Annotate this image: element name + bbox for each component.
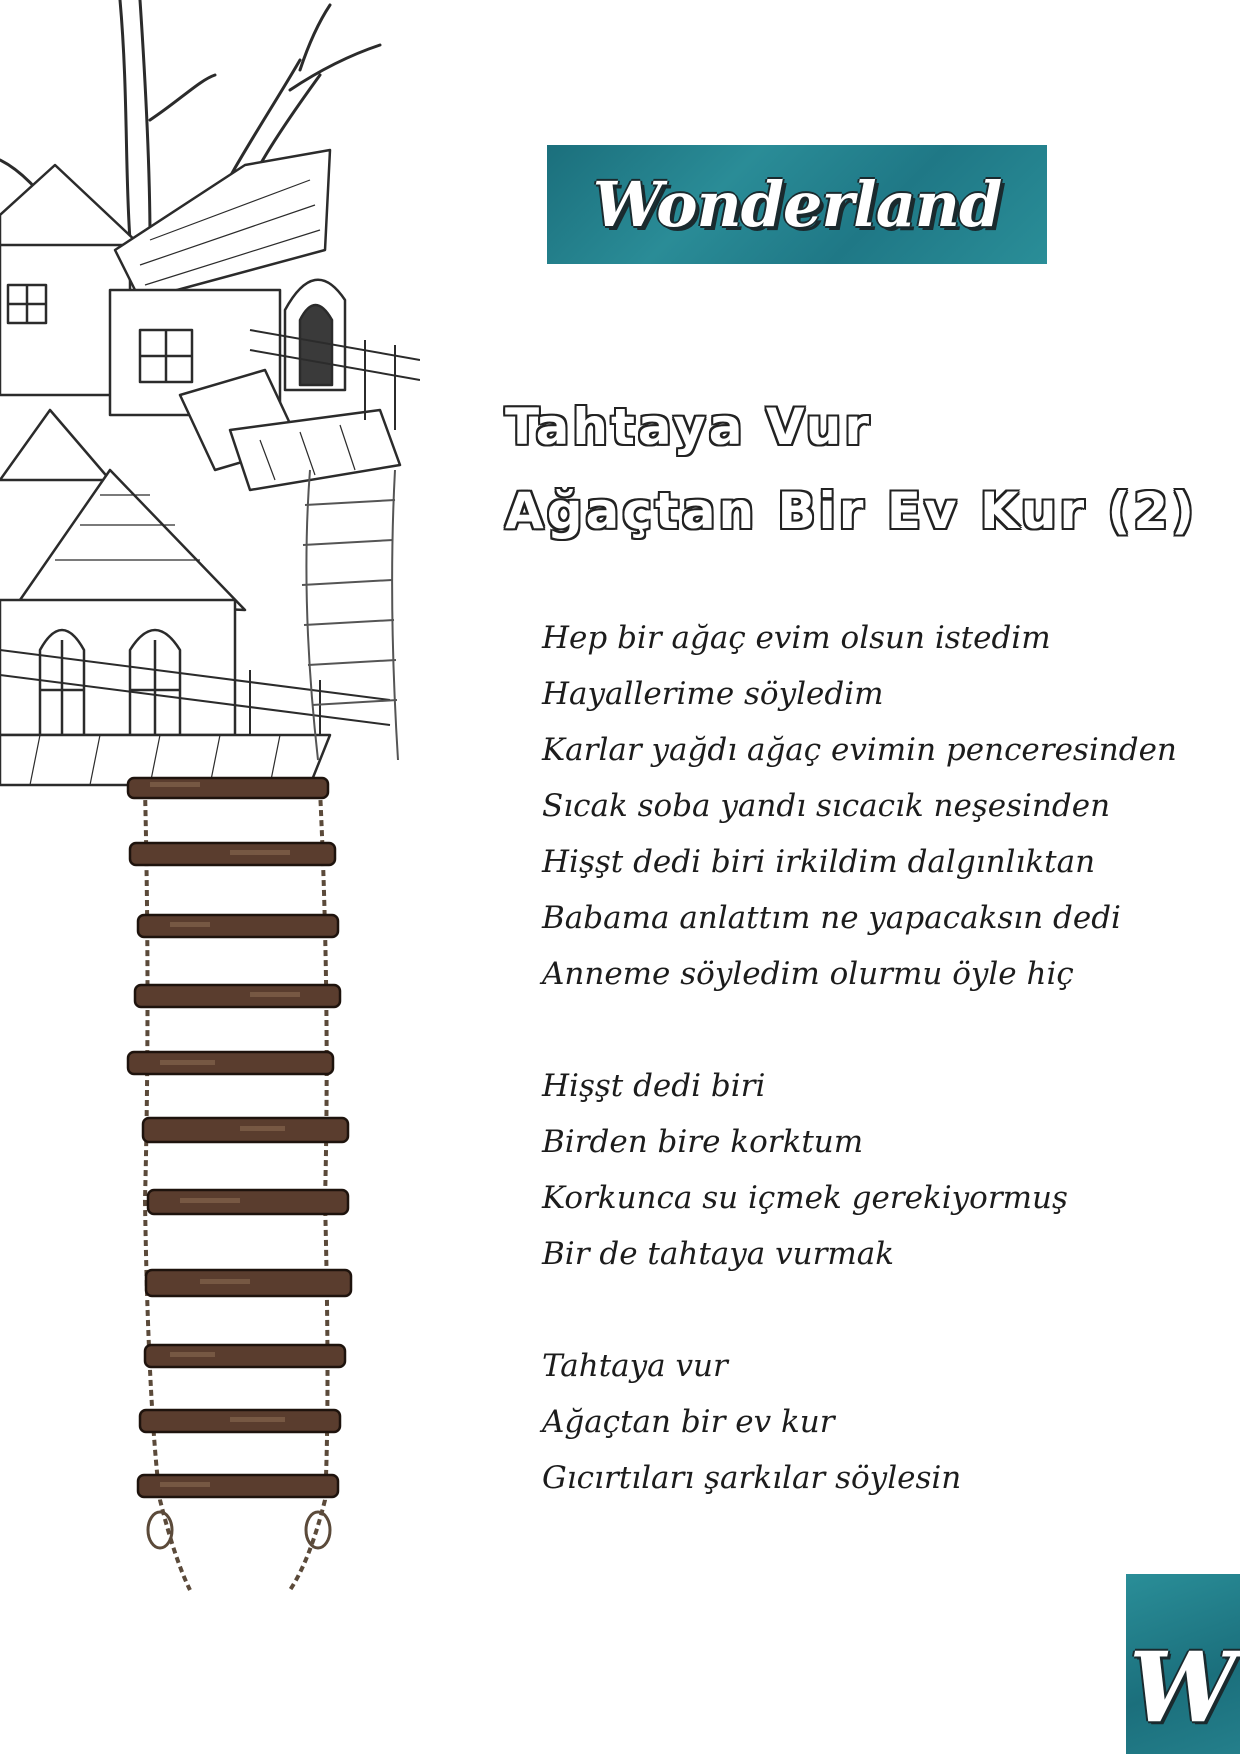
poem-line: Bir de tahtaya vurmak — [542, 1236, 895, 1272]
stanza-2 — [542, 1058, 1202, 1282]
poem-line: Gıcırtıları şarkılar söylesin — [542, 1460, 962, 1496]
title-line-1: Tahtaya Vur — [505, 398, 873, 456]
treehouse-illustration — [0, 0, 420, 1620]
rope-ladder — [128, 778, 351, 1590]
poem-line: Hişşt dedi biri irkildim dalgınlıktan — [542, 844, 1096, 880]
poem-line: Hişşt dedi biri — [542, 1068, 766, 1104]
poem-line: Birden bire korktum — [542, 1124, 864, 1160]
poem-line: Sıcak soba yandı sıcacık neşesinden — [542, 788, 1111, 824]
stanza-gap — [542, 1282, 1202, 1338]
stanza-1 — [542, 610, 1202, 1002]
poem-line: Hep bir ağaç evim olsun istedim — [542, 620, 1051, 656]
stanza-gap — [542, 1002, 1202, 1058]
poem-line: Karlar yağdı ağaç evimin penceresinden — [542, 732, 1177, 768]
wonderland-banner — [547, 145, 1047, 264]
poem-line: Ağaçtan bir ev kur — [542, 1404, 835, 1440]
poem-line: Korkunca su içmek gerekiyormuş — [542, 1180, 1068, 1216]
treehouse-sketch — [0, 150, 420, 785]
stanza-3 — [542, 1338, 1202, 1506]
poem-line: Anneme söyledim olurmu öyle hiç — [542, 956, 1074, 992]
poem-line: Tahtaya vur — [542, 1348, 728, 1384]
poem-line: Babama anlattım ne yapacaksın dedi — [542, 900, 1121, 936]
wonderland-corner-logo — [1126, 1574, 1240, 1754]
poem-body — [542, 610, 1202, 1506]
poem-line: Hayallerime söyledim — [542, 676, 884, 712]
banner-title: Wonderland — [592, 168, 1002, 241]
logo-letter: W — [1129, 1631, 1237, 1744]
title-line-2: Ağaçtan Bir Ev Kur (2) — [505, 482, 1198, 540]
poem-title — [505, 385, 1225, 553]
